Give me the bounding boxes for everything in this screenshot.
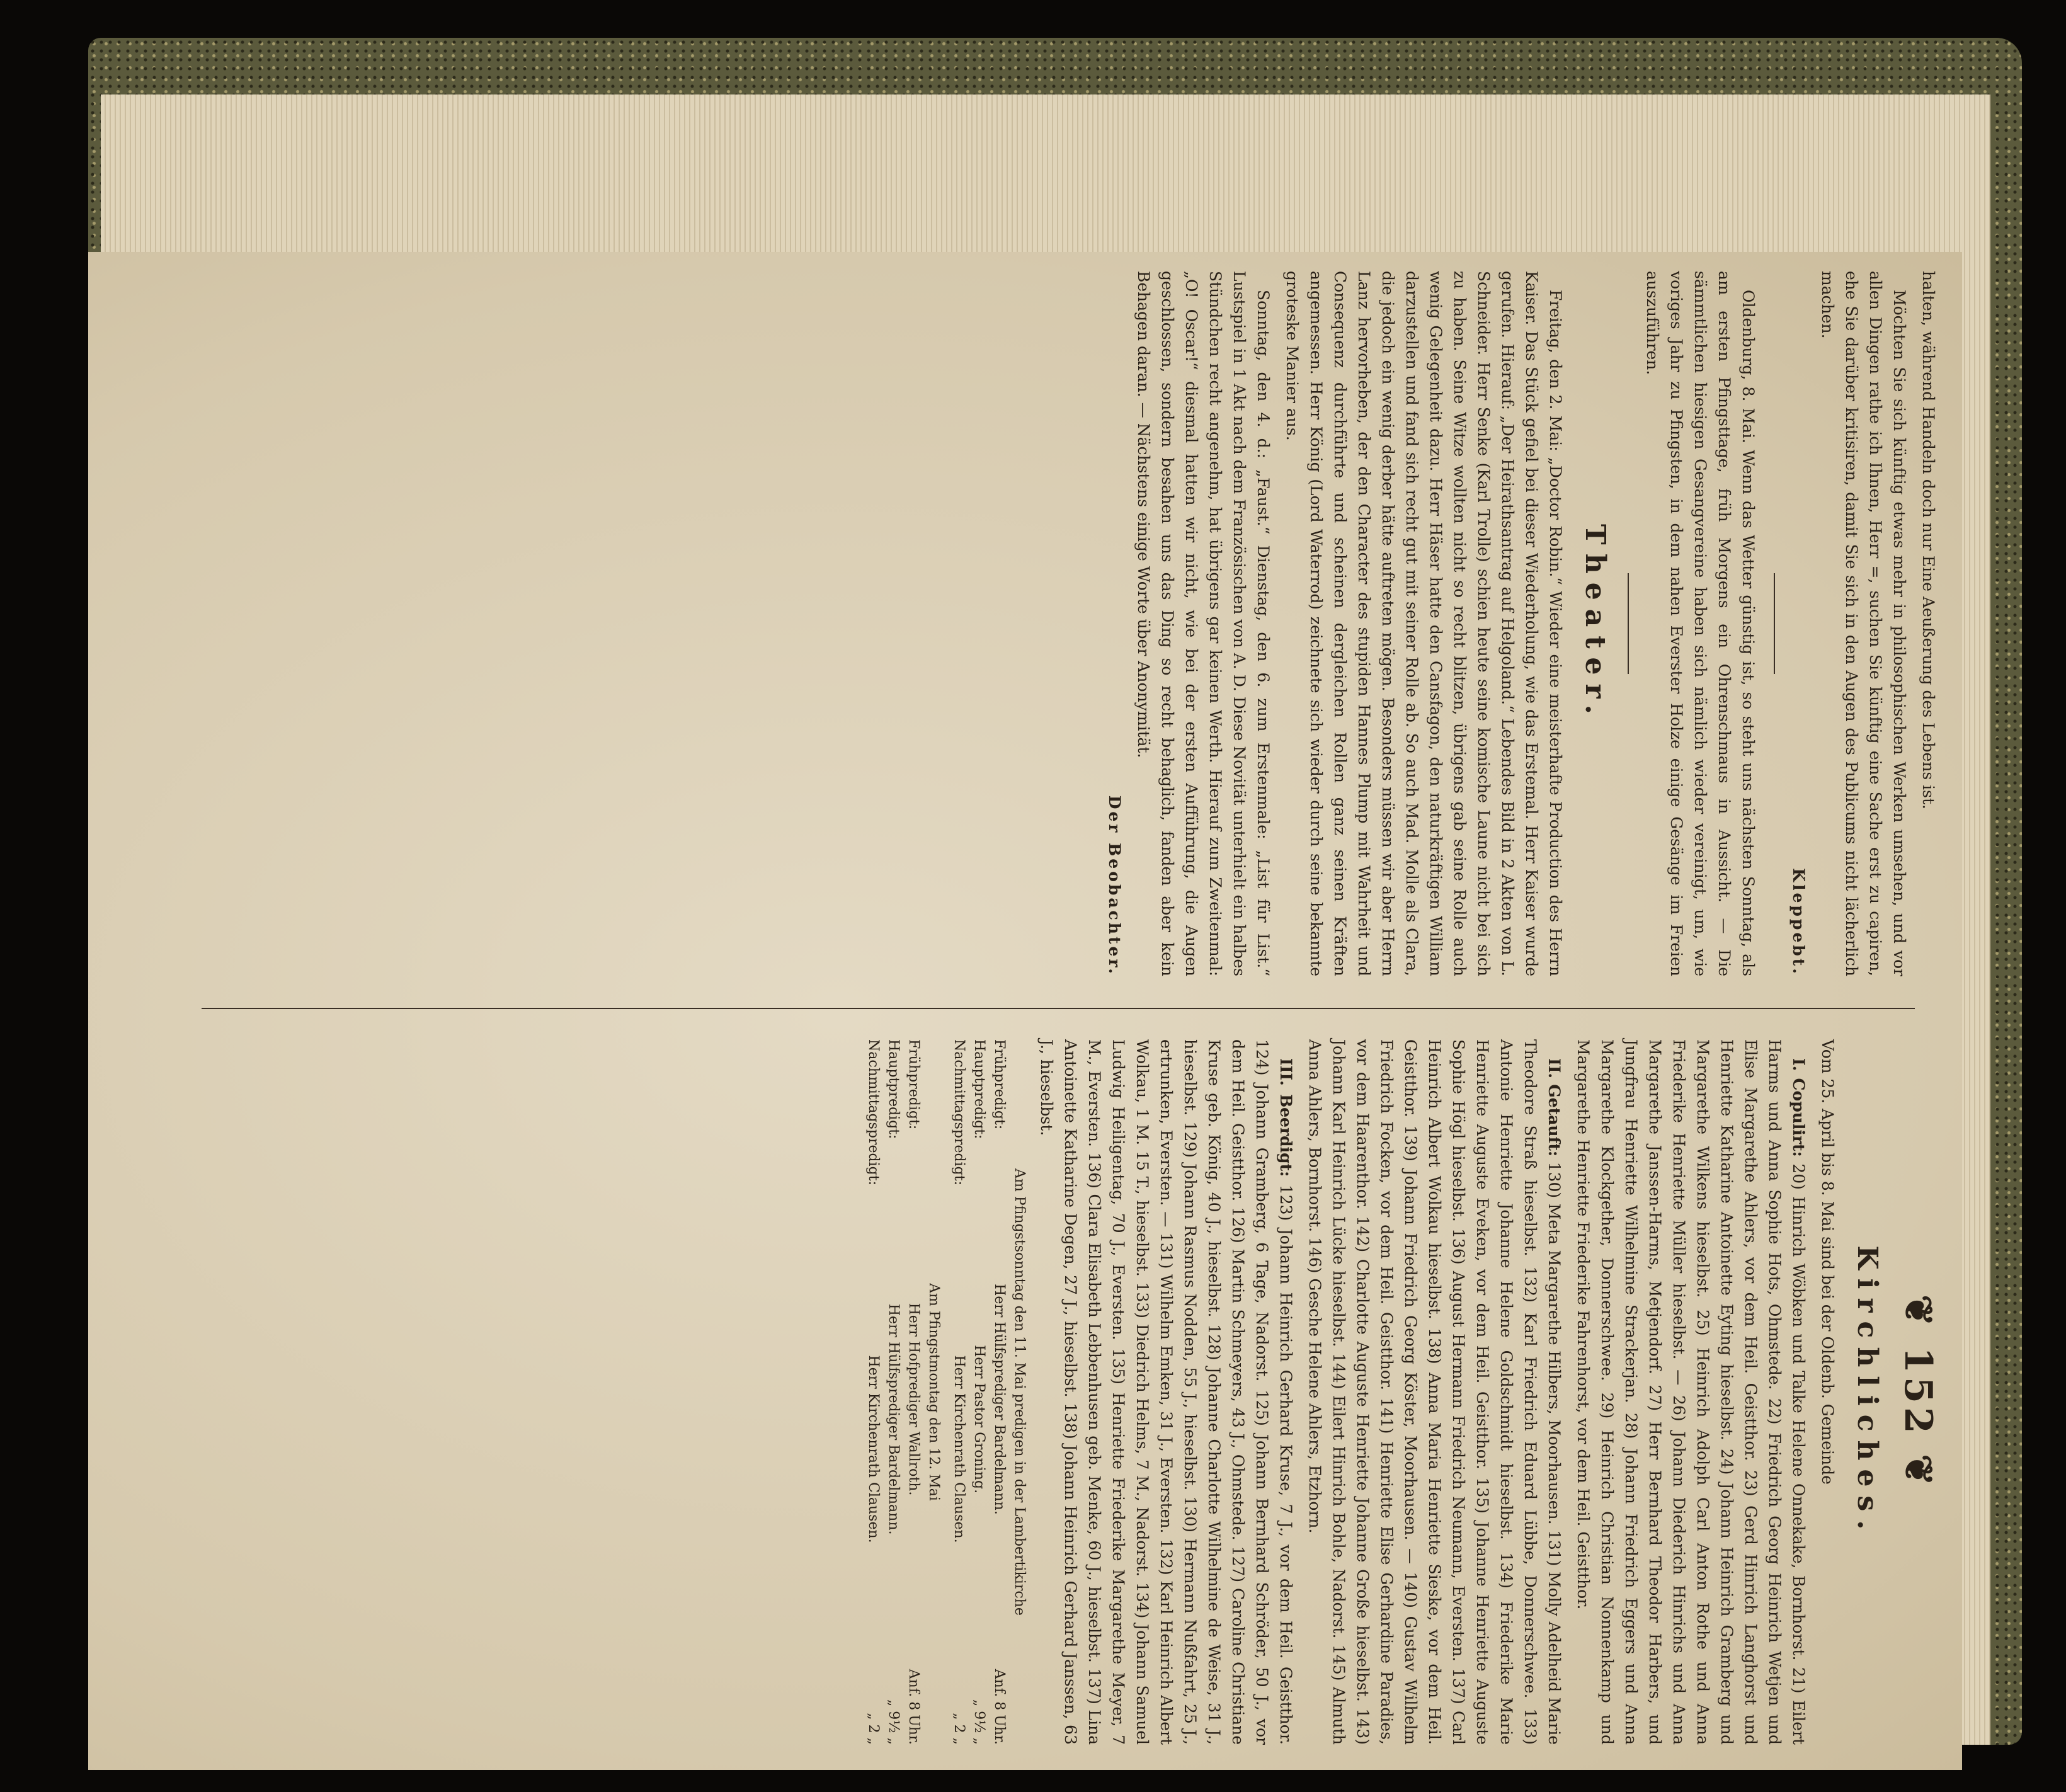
schedule-2-title: Am Pfingstmontag den 12. Mai <box>926 1283 942 1501</box>
married-label: I. Copulirt: <box>1789 1058 1808 1157</box>
schedule-row <box>883 1039 903 1745</box>
baptized-label: II. Getauft: <box>1545 1058 1563 1157</box>
schedule-row <box>949 1039 969 1745</box>
preacher: Herr Kirchenrath Clausen. <box>865 1355 881 1543</box>
service-time: Anf. 8 Uhr. <box>991 1669 1007 1745</box>
buried-text: 123) Johann Heinrich Gerhard Kruse, 7 J., vor dem Heil. Geistthor. 124) Johann Gramberg, 6 Tage, Nadorst. 125) Johann Bernhard Schröder, 50 J., vor dem Heil. Geistthor. 126) Martin Schmeyers, 43 J., Ohmstede. 127) Caroline Christiane Kruse geb. König, 40 J., hieselbst. 128) Johanne Charlotte Wilhelmine de Weise, 31 J., hieselbst. 129) Johann Rasmus Nodden, 55 J., hieselbst. 130) Hermann Nußfahrt, 25 J., ertrunken, Eversten. — 131) Wilhelm Emken, 31 J., Eversten. 132) Karl Heinrich Albert Wolkau, 1 M. 15 T., hieselbst. 133) Diedrich Helms, 7 M., Nadorst. 134) Johann Samuel Ludwig Heiligentag, 70 J., Eversten. 135) Henriette Friederike Margarethe Meyer, 7 M., Eversten. 136) Clara Elisabeth Lebbenhusen geb. Menke, 60 J., hieselbst. 137) Lina Antoinette Katharine Degen, 27 J., hieselbst. 138) Johann Heinrich Gerhard Janssen, 63 J., hieselbst. <box>1037 1039 1295 1745</box>
preacher: Herr Hülfsprediger Bardelmann. <box>991 1284 1007 1515</box>
service-label: Hauptpredigt: <box>971 1039 987 1139</box>
service-label: Nachmittagspredigt: <box>865 1039 881 1185</box>
letter-paragraph-2: Möchten Sie sich künftig etwas mehr in philosophischen Werken umsehen, und vor allen Dingen rathe ich Ihnen, Herr =, suchen Sie künftig eine Sache erst zu capiren, ehe Sie darüber kritisiren, damit Sie sich in den Augen des Publicums nicht lächerlich machen. <box>1818 271 1909 976</box>
buried-label: III. Beerdigt: <box>1277 1058 1295 1177</box>
oldenburg-news: Oldenburg, 8. Mai. Wenn das Wetter günstig ist, so steht uns nächsten Sonntag, als am ersten Pfingsttage, früh Morgens ein Ohrenschmaus in Aussicht. — Die sämmtlichen hiesigen Gesangvereine haben sich nämlich wieder vereinigt, um, wie voriges Jahr zu Pfingsten, in dem nahen Everster Holze einige Gesänge im Freien auszuführen. <box>1643 271 1757 976</box>
right-column <box>863 1039 1940 1745</box>
letter-paragraph-1: halten, während Handeln doch nur Eine Aeußerung des Lebens ist. <box>1919 271 1938 809</box>
church-intro: Vom 25. April bis 8. Mai sind bei der Oldenb. Gemeinde <box>1818 1039 1837 1485</box>
church-heading: Kirchliches. <box>1851 1245 1883 1539</box>
married-section <box>1571 1039 1810 1745</box>
baptized-text: 130) Meta Margarethe Hilbers, Moorhausen. 131) Molly Adelheid Marie Theodore Straß hieselbst. 132) Karl Friedrich Eduard Lübbe, Donnerschwee. 133) Antonie Henriette Johanne Helene Goldschmidt hieselbst. 134) Friederike Marie Henriette Auguste Eveken, vor dem Heil. Geistthor. 135) Johanne Henriette Auguste Sophie Högl hieselbst. 136) August Hermann Friedrich Neumann, Eversten. 137) Carl Heinrich Albert Wolkau hieselbst. 138) Anna Maria Henriette Sieske, vor dem Heil. Geistthor. 139) Johann Friedrich Georg Köster, Moorhausen. — 140) Gustav Wilhelm Friedrich Focken, vor dem Heil. Geistthor. 141) Henriette Elise Gerhardine Paradies, vor dem Haarenthor. 142) Charlotte Auguste Henriette Johanne Große hieselbst. 143) Johann Karl Heinrich Lücke hieselbst. 144) Eilert Hinrich Bohle, Nadorst. 145) Almuth Anna Ahlers, Bornhorst. 146) Gesche Helene Ahlers, Etzhorn. <box>1306 1039 1563 1745</box>
service-time: „ 9½ „ <box>886 1699 901 1745</box>
service-label: Hauptpredigt: <box>886 1039 901 1139</box>
ornament-icon: ❦ <box>1896 1294 1940 1330</box>
schedule-row <box>863 1039 883 1745</box>
service-time: „ 9½ „ <box>971 1699 987 1745</box>
section-divider <box>1774 573 1775 674</box>
left-column <box>1092 271 1940 976</box>
preacher: Herr Pastor Groning. <box>971 1345 987 1494</box>
service-time: Anf. 8 Uhr. <box>906 1669 922 1745</box>
buried-section <box>1034 1039 1298 1745</box>
theater-heading: Theater. <box>1579 523 1611 723</box>
baptized-section <box>1303 1039 1566 1745</box>
page-number <box>1896 1039 1940 1745</box>
theater-paragraph-1: Freitag, den 2. Mai: „Doctor Robin.“ Wieder eine meisterhafte Production des Herrn Kaiser. Das Stück gefiel bei dieser Wiederholung, wie das Erstemal. Herr Kaiser wurde gerufen. Hierauf: „Der Heirathsantrag auf Helgoland.“ Lebendes Bild in 2 Akten von L. Schneider. Herr Senke (Karl Trolle) schien heute seine komische Laune nicht bei sich zu haben. Seine Witze wollten nicht so recht blitzen, übrigens gab seine Rolle auch wenig Gelegenheit dazu. Herr Häser hatte den Cansfagon, den naturkräftigen William darzustellen und fand sich recht gut mit seiner Rolle ab. So auch Mad. Molle als Clara, die jedoch ein wenig derber hätte auftreten mögen. Besonders müssen wir aber Herrn Lanz hervorheben, der den Character des stupiden Hannes Plump mit Wahrheit und Consequenz durchführte und scheinen dergleichen Rollen ganz seinen Kräften angemessen. Herr König (Lord Waterrod) zeichnete sich wieder durch seine bekannte groteske Manier aus. <box>1283 271 1565 976</box>
page-number-value: 152 <box>1896 1347 1940 1437</box>
schedule-row <box>989 1039 1009 1745</box>
preacher: Herr Hülfsprediger Bardelmann. <box>886 1303 901 1535</box>
preacher: Herr Kirchenrath Clausen. <box>951 1355 967 1543</box>
service-label: Frühpredigt: <box>991 1039 1007 1130</box>
schedule-row <box>969 1039 989 1745</box>
letter-signature: Kleppebt. <box>1789 868 1808 976</box>
section-divider <box>1628 573 1629 674</box>
ornament-icon: ❦ <box>1896 1454 1940 1490</box>
preacher: Herr Hofprediger Wallroth. <box>906 1303 922 1496</box>
column-rule <box>202 1008 1915 1009</box>
service-label: Nachmittagspredigt: <box>951 1039 967 1185</box>
service-time: „ 2 „ <box>951 1713 967 1745</box>
service-time: „ 2 „ <box>865 1713 881 1745</box>
schedule-1-title: Am Pfingstsonntag den 11. Mai predigen in der Lambertikirche <box>1012 1168 1027 1616</box>
married-text: 20) Hinrich Wöbken und Talke Helene Onnekake, Bornhorst. 21) Eilert Harms und Anna Sophie Hots, Ohmstede. 22) Friedrich Georg Heinrich Wetjen und Elise Margarethe Ahlers, vor dem Heil. Geistthor. 23) Gerd Hinrich Langhorst und Henriette Katharine Antoinette Eyting hieselbst. 24) Johann Heinrich Gramberg und Margarethe Wilkens hieselbst. 25) Heinrich Adolph Carl Anton Rothe und Anna Friederike Henriette Müller hieselbst. — 26) Johann Diederich Hinrichs und Anna Margarethe Janssen-Harms, Metjendorf. 27) Herr Bernhard Theodor Harbers, und Jungfrau Henriette Wilhelmine Strackerjan. 28) Johann Friedrich Eggers und Anna Margarethe Klockgether, Donnerschwee. 29) Heinrich Christian Nonnenkamp und Margarethe Henriette Friederike Fahrenhorst, vor dem Heil. Geistthor. <box>1574 1039 1808 1745</box>
page-content <box>176 271 1940 1745</box>
rotated-text-area <box>176 271 1940 1745</box>
theater-paragraph-2: Sonntag, den 4. d.: „Faust.“ Dienstag, den 6. zum Erstenmale: „List für List.“ Lustspiel in 1 Akt nach dem Französischen von A. D. Diese Novität unterhielt ein halbes Stündchen recht angenehm, hat übrigens gar keinen Werth. Hierauf zum Zweitenmal: „O! Oscar!“ diesmal hatten wir nicht, wie bei der ersten Aufführung, die Augen geschlossen, sondern besahen uns das Ding so recht behaglich, fanden aber kein Behagen daran. — Nächstens einige Worte über Anonymität. <box>1134 271 1272 976</box>
service-label: Frühpredigt: <box>906 1039 922 1130</box>
schedule-row <box>903 1039 923 1745</box>
theater-signature: Der Beobachter. <box>1105 795 1124 976</box>
